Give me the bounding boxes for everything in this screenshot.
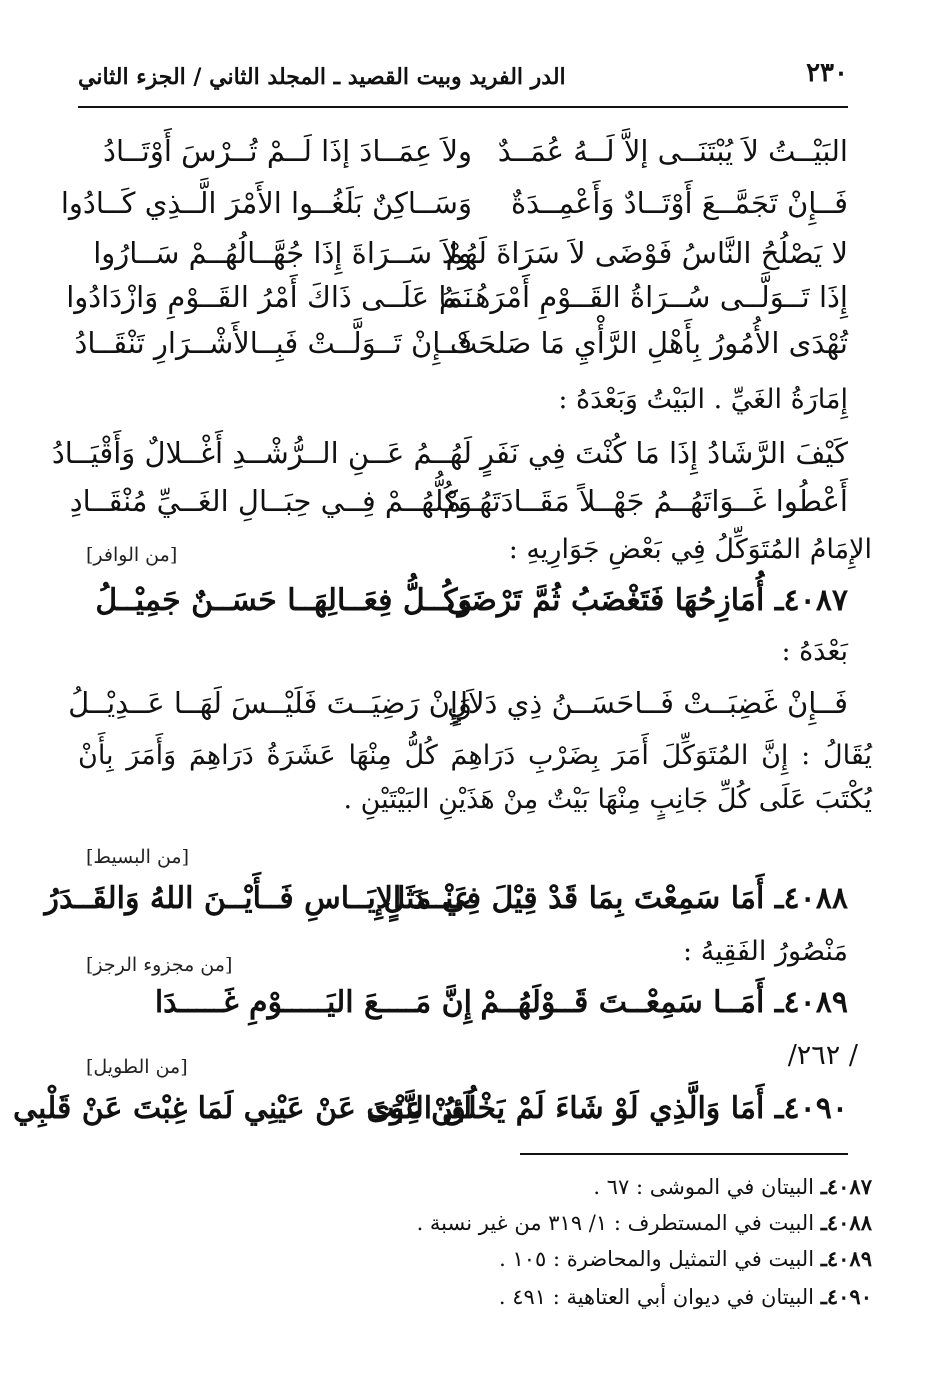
numbered-verse-4087 <box>78 578 848 624</box>
verse-second-hemistich: لَئِنْ غِبْتَ عَنْ عَيْنِي لَمَا غِبْتَ عَنْ قَلْبِي <box>13 1091 472 1126</box>
verse-first-hemistich: أَمَــا سَمِعْــتَ قَــوْلَهُــمْ <box>480 985 765 1020</box>
verse-first-hemistich: أَعْطُوا غَــوَاتَهُــمُ جَهْــلاً مَقَــادَتَهُــمْ <box>442 484 848 518</box>
verse-number: ٤٠٨٧ـ <box>774 583 848 618</box>
verse-second-hemistich: وَكُلُّهُــمْ فِــي حِبَــالِ الغَــيِّ مُنْقَــادِ <box>69 484 472 518</box>
verse-second-hemistich: وَإِنْ رَضِيَــتَ فَلَيْــسَ لَهَــا عَــدِيْــلُ <box>68 686 472 720</box>
footnote-text: البيتان في ديوان أبي العتاهية : ٤٩١ . <box>498 1285 815 1309</box>
footnote-number: ٤٠٨٨ـ <box>820 1210 872 1235</box>
intro-line: مَنْصُورُ الفَقِيهُ : <box>683 936 848 967</box>
page-number: ٢٣٠ <box>806 58 848 88</box>
verse-line <box>78 128 848 174</box>
verse-line <box>51 430 848 476</box>
numbered-verse-4088 <box>44 876 848 922</box>
verse-first-hemistich: فَــإِنْ تَجَمَّــعَ أَوْتَــادٌ وَأَعْمِــدَةٌ <box>510 186 848 220</box>
verse-first-hemistich: أَمَا سَمِعْتَ بِمَا قَدْ قِيْلَ فِي مَثَلٍ <box>383 881 765 916</box>
page-reference: / ٢٦٢/ <box>787 1040 858 1071</box>
verse-first-hemistich: البَيْــتُ لاَ يُبْتَنَــى إلاَّ لَــهُ عُمَــدٌ <box>497 134 848 168</box>
footnote-rule <box>520 1153 848 1155</box>
verse-line <box>78 230 848 276</box>
footnote <box>593 1172 872 1202</box>
footnote-text: البيتان في الموشى : ٦٧ . <box>593 1175 815 1199</box>
verse-first-hemistich: تُهْدَى الأُمُورُ بِأَهْلِ الرَّأْيِ مَا صَلحَتْ <box>449 326 848 360</box>
verse-first-hemistich: فَــإِنْ غَضِبَــتْ فَــاحَسَــنُ ذِي دَلاَلٍ <box>446 686 848 720</box>
footnote <box>499 1282 872 1312</box>
verse-second-hemistich: لَهُــمُ عَــنِ الــرُّشْــدِ أَغْــلالٌ وَأَقْيَــادُ <box>51 436 472 470</box>
running-title: الدر الفريد وبيت القصيد ـ المجلد الثاني / الجزء الثاني <box>78 64 566 90</box>
numbered-verse-4089 <box>78 980 848 1026</box>
prose-paragraph: يُقَالُ : إِنَّ المُتَوَكِّلَ أَمَرَ بِضَرْبِ دَرَاهِمَ كُلُّ مِنْهَا عَشَرَةُ دَرَاهِمَ وَأَمَرَ بِأَنْ يُكْتَبَ عَلَى كُلِّ جَانِبٍ مِنْهَا بَيْتٌ مِنْ هَذَيْنِ البَيْتَيْنِ . <box>78 740 872 815</box>
numbered-verse-4090 <box>13 1086 848 1132</box>
verse-line <box>60 180 848 226</box>
verse-line <box>68 680 848 726</box>
verse-second-hemistich: وَسَــاكِنٌ بَلَغُــوا الأَمْرَ الَّــذِي كَــادُوا <box>60 186 472 220</box>
verse-first-hemistich: لا يَصْلُحُ النَّاسُ فَوْضَى لاَ سَرَاةَ لَهُمْ <box>445 236 848 270</box>
meter-label: [من الوافر] <box>86 544 178 566</box>
footnote-number: ٤٠٨٩ـ <box>820 1246 872 1271</box>
intro-line: إِمَارَةُ الغَيِّ . البَيْتُ وَبَعْدَهُ : <box>558 384 848 415</box>
footnote-number: ٤٠٩٠ـ <box>820 1284 872 1309</box>
footnote <box>417 1208 872 1238</box>
header-rule <box>78 106 848 108</box>
meter-label: [من الطويل] <box>86 1056 188 1078</box>
verse-number: ٤٠٨٨ـ <box>774 881 848 916</box>
verse-first-hemistich: أُمَازِحُهَا فَتَغْضَبُ ثُمَّ تَرْضَى <box>446 583 765 618</box>
verse-number: ٤٠٩٠ـ <box>774 1091 848 1126</box>
verse-second-hemistich: إِنَّ مَــــعَ اليَـــــوْمِ غَـــــدَا <box>154 985 472 1020</box>
footnote-text: البيت في التمثيل والمحاضرة : ١٠٥ . <box>499 1247 815 1271</box>
footnote-text: البيت في المستطرف : ١/ ٣١٩ من غير نسبة . <box>416 1211 815 1235</box>
verse-first-hemistich: إِذَا تَــوَلَّــى سُــرَاةُ القَــوْمِ أَمْرَهُــمُ <box>438 280 848 314</box>
footnote <box>499 1244 872 1274</box>
verse-line <box>66 274 848 320</box>
verse-second-hemistich: نَمَا عَلَــى ذَاكَ أَمْرُ القَــوْمِ وَازْدَادُوا <box>66 280 472 314</box>
verse-first-hemistich: كَيْفَ الرَّشَادُ إِذَا مَا كُنْتَ فِي نَفَرٍ <box>479 436 848 470</box>
verse-line <box>74 320 848 366</box>
verse-second-hemistich: ولاَ عِمَــادَ إذَا لَــمْ تُــرْسَ أَوْتَــادُ <box>103 134 472 168</box>
verse-second-hemistich: ولاَ سَــرَاةَ إِذَا جُهَّــالُهُــمْ سَــارُوا <box>93 236 472 270</box>
verse-second-hemistich: فَــإِنْ تَــوَلَّــتْ فَبِــالأَشْــرَارِ تَنْقَــادُ <box>74 326 472 360</box>
meter-label: [من مجزوء الرجز] <box>86 954 233 976</box>
footnote-number: ٤٠٨٧ـ <box>820 1174 872 1199</box>
verse-line <box>69 478 848 524</box>
verse-number: ٤٠٨٩ـ <box>774 985 848 1020</box>
verse-first-hemistich: أَمَا وَالَّذِي لَوْ شَاءَ لَمْ يَخْلُقُ النَّوَى <box>366 1091 765 1126</box>
verse-second-hemistich: وَكُــلُّ فِعَــالِهَــا حَسَــنٌ جَمِيْــلُ <box>95 583 472 618</box>
intro-line: بَعْدَهُ : <box>781 636 848 667</box>
verse-second-hemistich: عَنْــدَ الإِيَــاسِ فَــأَيْــنَ اللهُ وَالقَــدَرُ <box>44 881 472 916</box>
intro-line: الإِمَامُ المُتَوَكِّلُ فِي بَعْضِ جَوَارِيهِ : <box>508 534 872 565</box>
meter-label: [من البسيط] <box>86 846 190 868</box>
page-header <box>78 58 848 106</box>
